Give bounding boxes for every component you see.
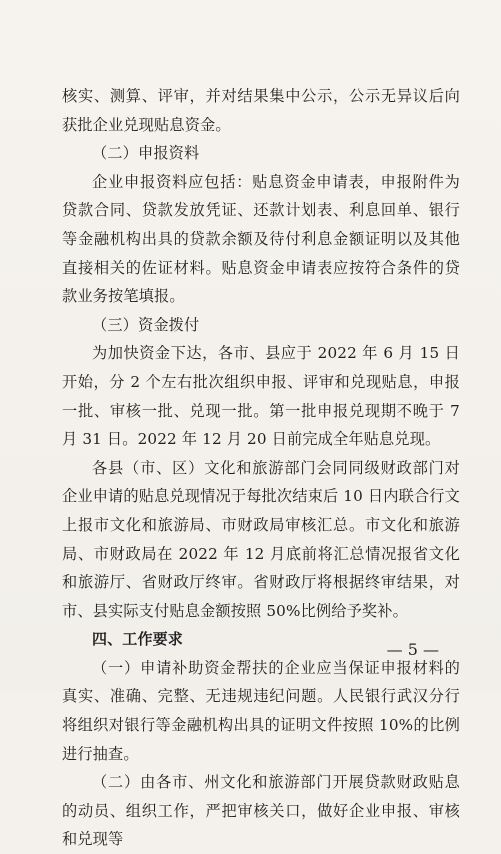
paragraph-requirement-1: （一）申请补助资金帮扶的企业应当保证申报材料的真实、准确、完整、无违规违纪问题。人民银行武汉分行将组织对银行等金融机构出具的证明文件按照 10%的比例进行抽查。 [62,658,460,763]
section-heading-application-materials: （二）申报资料 [92,144,200,163]
page-number: — 5 — [386,640,439,659]
paragraph-continuation: 核实、测算、评审，并对结果集中公示，公示无异议后向获批企业兑现贴息资金。 [62,87,460,134]
section-heading-fund-allocation: （三）资金拨付 [92,315,200,334]
paragraph-application-materials: 企业申报资料应包括：贴息资金申请表，申报附件为贷款合同、贷款发放凭证、还款计划表、利息回单、银行等金融机构出具的贷款余额及待付利息金额证明以及其他直接相关的佐证材料。贴息资金申请表应按符合条件的贷款业务按笔填报。 [62,172,460,306]
document-body [62,82,460,854]
paragraph-county-reporting: 各县（市、区）文化和旅游部门会同同级财政部门对企业申请的贴息兑现情况于每批次结束后 10 日内联合行文上报市文化和旅游局、市财政局审核汇总。市文化和旅游局、市财政局在 2022 年 12 月底前将汇总情况报省文化和旅游厅、省财政厅终审。省财政厅将根据终审结果，对市、县实际支付贴息金额按照 50%比例给予奖补。 [62,458,460,620]
paragraph-fund-schedule: 为加快资金下达，各市、县应于 2022 年 6 月 15 日开始，分 2 个左右批次组织申报、评审和兑现贴息，申报一批、审核一批、兑现一批。第一批申报兑现期不晚于 7 月 31 日。2022 年 12 月 20 日前完成全年贴息兑现。 [62,344,460,449]
paragraph-requirement-2: （二）由各市、州文化和旅游部门开展贷款财政贴息的动员、组织工作，严把审核关口，做好企业申报、审核和兑现等 [62,773,460,849]
section-heading-work-requirements: 四、工作要求 [92,630,183,649]
